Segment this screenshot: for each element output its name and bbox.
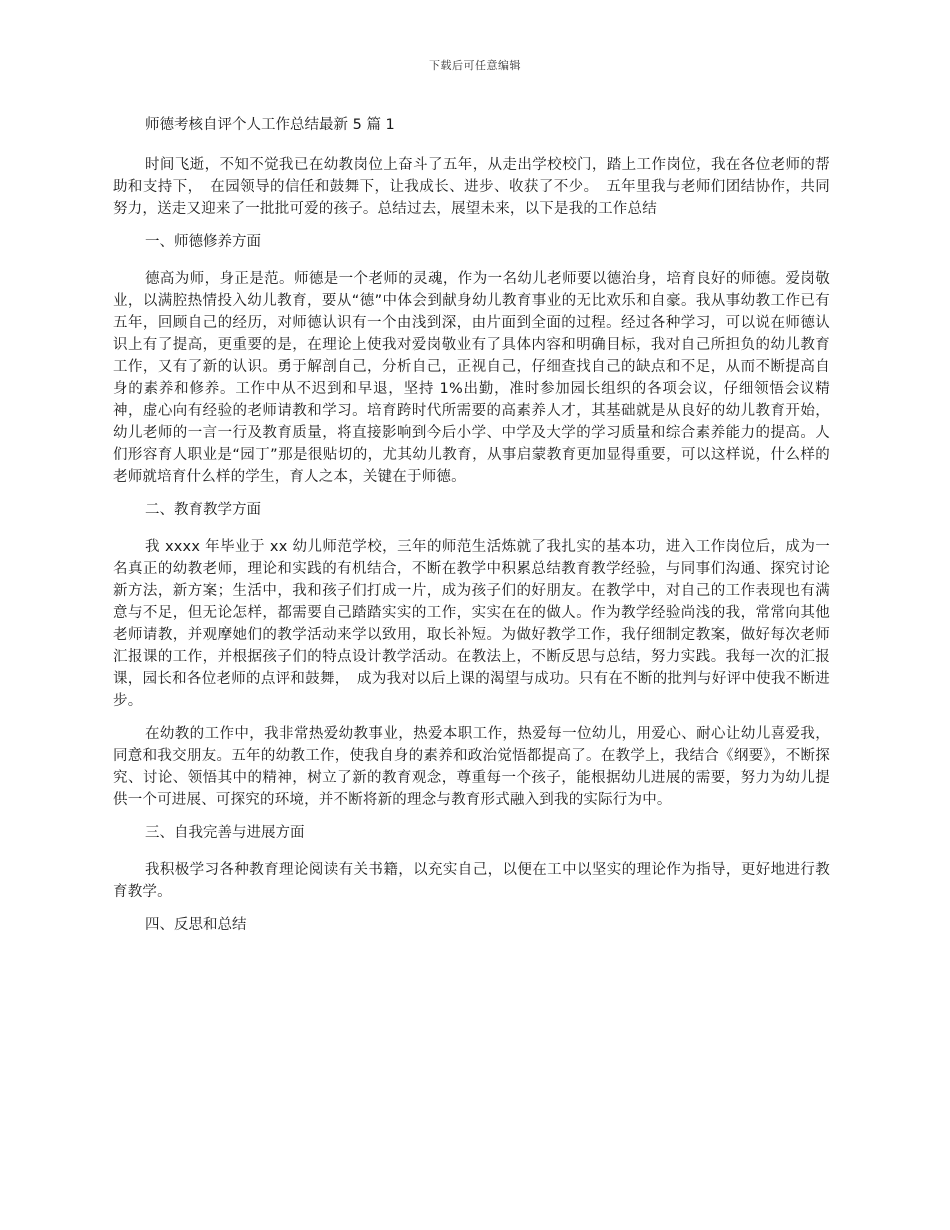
section-heading-ethics: 一、师德修养方面 xyxy=(145,234,261,250)
document-title: 师德考核自评个人工作总结最新 5 篇 1 xyxy=(145,117,395,133)
section-heading-self-improvement: 三、自我完善与进展方面 xyxy=(145,825,305,841)
ethics-paragraph: 德高为师，身正是范。师德是一个老师的灵魂，作为一名幼儿老师要以德治身，培育良好的师德。爱岗敬业，以满腔热情投入幼儿教育，要从“德”中体会到献身幼儿教育事业的无比欢乐和自豪。我从事幼教工作已有五年，回顾自己的经历，对师德认识有一个由浅到深，由片面到全面的过程。经过各种学习，可以说在师德认识上有了提高，更重要的是，在理论上使我对爱岗敬业有了具体内容和明确目标，我对自己所担负的幼儿教育工作，又有了新的认识。勇于解剖自己，分析自己，正视自己，仔细查找自己的缺点和不足，从而不断提高自身的素养和修养。工作中从不迟到和早退，坚持 1%出勤，准时参加园长组织的各项会议，仔细领悟会议精神，虚心向有经验的老师请教和学习。培育跨时代所需要的高素养人才，其基础就是从良好的幼儿教育开始，幼儿老师的一言一行及教育质量，将直接影响到今后小学、中学及大学的学习质量和综合素养能力的提高。人们形容育人职业是“园丁”那是很贴切的，尤其幼儿教育，从事启蒙教育更加显得重要，可以这样说，什么样的老师就培育什么样的学生，育人之本，关键在于师德。 xyxy=(113,271,830,485)
teaching-paragraph-2: 在幼教的工作中，我非常热爱幼教事业，热爱本职工作，热爱每一位幼儿，用爱心、耐心让幼儿喜爱我，同意和我交朋友。五年的幼教工作，使我自身的素养和政治觉悟都提高了。在教学上，我结合《纲要》，不断探究、讨论、领悟其中的精神，树立了新的教育观念，尊重每一个孩子，能根据幼儿进展的需要，努力为幼儿提供一个可进展、可探究的环境，并不断将新的理念与教育形式融入到我的实际行为中。 xyxy=(113,726,830,808)
self-improvement-paragraph: 我积极学习各种教育理论阅读有关书籍，以充实自己，以便在工中以坚实的理论作为指导，更好地进行教育教学。 xyxy=(113,862,830,900)
section-heading-reflection: 四、反思和总结 xyxy=(145,917,247,933)
header-note: 下载后可任意编辑 xyxy=(429,59,521,72)
intro-paragraph: 时间飞逝，不知不觉我已在幼教岗位上奋斗了五年，从走出学校校门，踏上工作岗位，我在各位老师的帮助和支持下， 在园领导的信任和鼓舞下，让我成长、进步、收获了不少。 五年里我与老师们团结协作，共同努力，送走又迎来了一批批可爱的孩子。总结过去，展望未来，以下是我的工作总结 xyxy=(113,157,830,217)
teaching-paragraph-1: 我 xxxx 年毕业于 xx 幼儿师范学校，三年的师范生活炼就了我扎实的基本功，进入工作岗位后，成为一名真正的幼教老师，理论和实践的有机结合，不断在教学中积累总结教育教学经验，与同事们沟通、探究讨论新方法，新方案；生活中，我和孩子们打成一片，成为孩子们的好朋友。在教学中，对自己的工作表现也有满意与不足，但无论怎样，都需要自己踏踏实实的工作，实实在在的做人。作为教学经验尚浅的我，常常向其他老师请教，并观摩她们的教学活动来学以致用，取长补短。为做好教学工作，我仔细制定教案，做好每次老师汇报课的工作，并根据孩子们的特点设计教学活动。在教法上，不断反思与总结，努力实践。我每一次的汇报课，园长和各位老师的点评和鼓舞， 成为我对以后上课的渴望与成功。只有在不断的批判与好评中使我不断进步。 xyxy=(113,539,830,709)
section-heading-teaching: 二、教育教学方面 xyxy=(145,502,261,518)
document-body xyxy=(113,114,830,951)
